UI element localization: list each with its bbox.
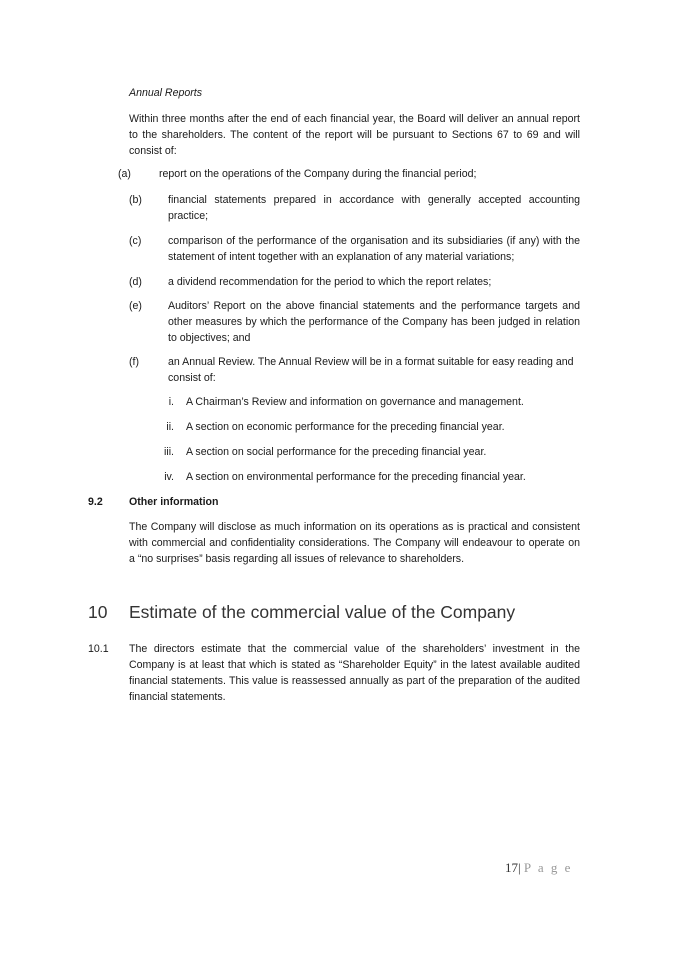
list-item-text: a dividend recommendation for the period to which the report relates;	[168, 276, 492, 288]
other-information-text: The Company will disclose as much information on its operations as is practical and consistent with commercial and confidentiality considerations. The Company will endeavour to operate on a “no surprises” basis regarding all issues of relevance to shareholders.	[129, 521, 580, 565]
list-item	[129, 193, 580, 225]
list-item-text: Auditors’ Report on the above financial statements and the performance targets and other measures by which the performance of the Company has been judged in relation to objectives; and	[168, 300, 580, 344]
list-item	[129, 355, 580, 387]
subsection-number: 10.1	[88, 643, 109, 655]
sub-list-item-text: A section on economic performance for the preceding financial year.	[186, 421, 505, 433]
list-item-label: (e)	[129, 300, 142, 312]
list-item-label: (b)	[129, 194, 142, 206]
sub-list-item-label: ii.	[166, 421, 174, 433]
sub-list-item	[150, 445, 580, 461]
page-label: P a g e	[523, 860, 573, 875]
list-item-label: (f)	[129, 356, 139, 368]
sub-list-item	[150, 420, 580, 436]
annual-reports-intro: Within three months after the end of each financial year, the Board will deliver an annual report to the shareholders. The content of the report will be pursuant to Sections 67 to 69 and will consist of:	[129, 113, 580, 157]
page-footer	[505, 858, 572, 878]
sub-list-item-text: A section on social performance for the preceding financial year.	[186, 446, 487, 458]
sub-list-item-label: i.	[168, 396, 174, 408]
other-information-heading: Other information	[129, 496, 219, 508]
sub-list-item-label: iii.	[163, 446, 174, 458]
sub-list-item	[150, 395, 580, 411]
list-item-text: financial statements prepared in accordance with generally accepted accounting practice;	[168, 194, 580, 222]
list-item-label: (c)	[129, 235, 142, 247]
list-item-label: (d)	[129, 276, 142, 288]
sub-list-item	[150, 470, 580, 486]
list-item-text: an Annual Review. The Annual Review will be in a format suitable for easy reading and consist of:	[168, 356, 574, 384]
list-item	[129, 234, 580, 266]
page-number: 17	[505, 860, 518, 875]
commercial-value-text: The directors estimate that the commercial value of the shareholders’ investment in the Company is at least that which is stated as “Shareholder Equity” in the latest available audited financial statements. This value is reassessed annually as part of the preparation of the audited financial statements.	[129, 643, 580, 703]
list-item-text: comparison of the performance of the organisation and its subsidiaries (if any) with the statement of intent together with an explanation of any material variations;	[168, 235, 580, 263]
sub-list-item-text: A Chairman’s Review and information on governance and management.	[186, 396, 524, 408]
page-separator: |	[518, 860, 521, 875]
sub-list-item-text: A section on environmental performance for the preceding financial year.	[186, 471, 526, 483]
section-10-number: 10	[88, 602, 108, 622]
list-item-label: (a)	[118, 168, 131, 180]
list-item-text: report on the operations of the Company during the financial period;	[159, 168, 477, 180]
list-item	[118, 167, 580, 183]
list-item	[129, 299, 580, 347]
section-number: 9.2	[88, 496, 103, 508]
list-item	[129, 275, 580, 291]
section-10-title: Estimate of the commercial value of the Company	[129, 602, 516, 622]
annual-reports-heading: Annual Reports	[129, 87, 203, 99]
sub-list-item-label: iv.	[164, 471, 174, 483]
